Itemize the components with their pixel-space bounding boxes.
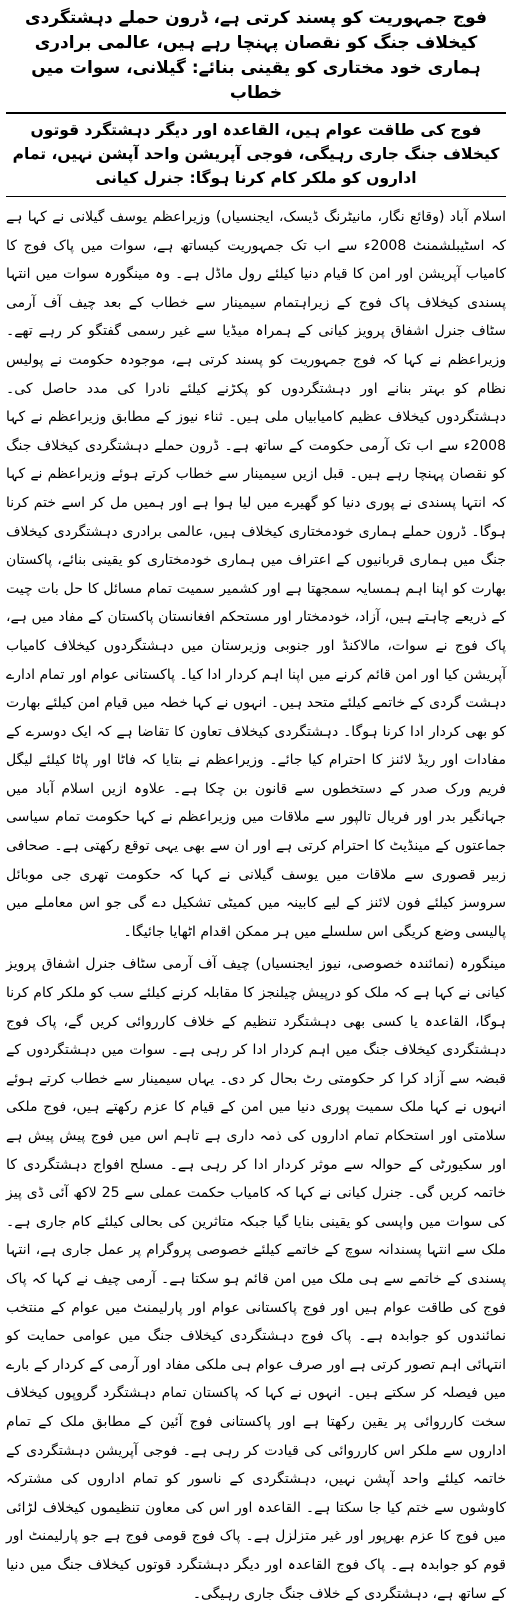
subheadline-divider: [6, 196, 506, 197]
article-body: [6, 203, 506, 1608]
article-paragraph: اسلام آباد (وقائع نگار، مانیٹرنگ ڈیسک، ایجنسیاں) وزیراعظم یوسف گیلانی نے کہا ہے کہ اسٹیبلشمنٹ 2008ء سے اب تک جمہوریت کیساتھ ہے، سوات میں پاک فوج کا کامیاب آپریشن اور امن کا قیام دنیا کیلئے رول ماڈل ہے۔ وہ مینگورہ سوات میں انتہا پسندی کیخلاف پاک فوج کے زیراہتمام سیمینار سے خطاب کے بعد چیف آف آرمی سٹاف جنرل اشفاق پرویز کیانی کے ہمراہ میڈیا سے غیر رسمی گفتگو کر رہے تھے۔ وزیراعظم نے کہا کہ فوج جمہوریت کو پسند کرتی ہے، موجودہ حکومت نے پولیس نظام کو بہتر بنانے اور دہشتگردوں کو پکڑنے کیلئے نادرا کی مدد حاصل کی۔ دہشتگردوں کیخلاف عظیم کامیابیاں ملی ہیں۔ ثناء نیوز کے مطابق وزیراعظم نے کہا 2008ء سے اب تک آرمی حکومت کے ساتھ ہے۔ ڈرون حملے دہشتگردی کیخلاف جنگ کو نقصان پہنچا رہے ہیں۔ قبل ازیں سیمینار سے خطاب کرتے ہوئے وزیراعظم نے کہا کہ انتہا پسندی نے پوری دنیا کو گھیرے میں لیا ہوا ہے اور ہمیں مل کر اسے ختم کرنا ہوگا۔ ڈرون حملے ہماری خودمختاری کیخلاف ہیں، عالمی برادری دہشتگردی کیخلاف جنگ میں ہماری قربانیوں کے اعتراف میں ہماری خودمختاری کو یقینی بنائے، پاکستان بھارت کو اپنا اہم ہمسایہ سمجھتا ہے اور کشمیر سمیت تمام مسائل کا حل بات چیت کے ذریعے چاہتے ہیں، آزاد، خودمختار اور مستحکم افغانستان پاکستان کے مفاد میں ہے، پاک فوج نے سوات، مالاکنڈ اور جنوبی وزیرستان میں دہشتگردوں کیخلاف کامیاب آپریشن کیا اور امن قائم کرنے میں اپنا اہم کردار ادا کیا۔ پاکستانی عوام اور تمام ادارے دہشت گردی کے خاتمے کیلئے متحد ہیں۔ انہوں نے کہا خطہ میں قیام امن کیلئے بھارت کو بھی کردار ادا کرنا ہوگا۔ دہشتگردی کیخلاف تعاون کا تقاضا ہے کہ ایک دوسرے کے مفادات اور ریڈ لائنز کا احترام کیا جائے۔ وزیراعظم نے بتایا کہ فاٹا اور پاٹا کیلئے لیگل فریم ورک صدر کے دستخطوں سے قانون بن چکا ہے۔ علاوہ ازیں اسلام آباد میں جہانگیر بدر اور فریال تالپور سے ملاقات میں وزیراعظم نے کہا حکومت تمام سیاسی جماعتوں کے مینڈیٹ کا احترام کرتی ہے اور ان سے بھی یہی توقع رکھتی ہے۔ صحافی زبیر قصوری سے ملاقات میں یوسف گیلانی نے کہا کہ حکومت تھری جی موبائل سروسز کیلئے فون لائنز کے لیے کابینہ میں کمیٹی تشکیل دے گی جو اس معاملے میں پالیسی وضع کریگی اس سلسلے میں ہر ممکن اقدام اٹھایا جائیگا۔: [6, 209, 506, 940]
article-paragraph: مینگورہ (نمائندہ خصوصی، نیوز ایجنسیاں) چیف آف آرمی سٹاف جنرل اشفاق پرویز کیانی نے کہا ہے کہ ملک کو درپیش چیلنجز کا مقابلہ کرنے کیلئے سب کو ملکر کام کرنا ہوگا، القاعدہ یا کسی بھی دہشتگرد تنظیم کے خلاف کارروائی کریں گے، پاک فوج دہشتگردی کیخلاف جنگ میں اہم کردار ادا کر رہی ہے۔ سوات میں دہشتگردوں کے قبضہ سے آزاد کرا کر حکومتی رٹ بحال کر دی۔ یہاں سیمینار سے خطاب کرتے ہوئے انہوں نے کہا ملک سمیت پوری دنیا میں امن کے قیام کا عزم رکھتے ہیں، فوج ملکی سلامتی اور استحکام تمام اداروں کی ذمہ داری ہے تاہم اس میں فوج پیش پیش ہے اور سکیورٹی کے حوالہ سے موثر کردار ادا کر رہی ہے۔ مسلح افواج دہشتگردی کا خاتمہ کریں گی۔ جنرل کیانی نے کہا کہ کامیاب حکمت عملی سے 25 لاکھ آئی ڈی پیز کی سوات میں واپسی کو یقینی بنایا گیا جبکہ متاثرین کی بحالی کیلئے کام جاری ہے۔ ملک سے انتہا پسندانہ سوچ کے خاتمے کیلئے خصوصی پروگرام پر عمل جاری ہے، انتہا پسندی کے خاتمے سے ہی ملک میں امن قائم ہو سکتا ہے۔ آرمی چیف نے کہا کہ پاک فوج کی طاقت عوام ہیں اور فوج پاکستانی عوام اور پارلیمنٹ میں عوام کے منتخب نمائندوں کو جوابدہ ہے۔ پاک فوج دہشتگردی کیخلاف جنگ میں عوامی حمایت کو انتہائی اہم تصور کرتی ہے اور صرف عوام ہی ملکی مفاد اور آرمی کے کردار کے بارے میں فیصلہ کر سکتے ہیں۔ انہوں نے کہا کہ پاکستان تمام دہشتگرد گروپوں کیخلاف سخت کارروائی پر یقین رکھتا ہے اور پاکستانی فوج آئین کے مطابق ملک کے تمام اداروں سے ملکر اس کارروائی کی قیادت کر رہی ہے۔ فوجی آپریشن دہشتگردی کے خاتمہ کیلئے واحد آپشن نہیں، دہشتگردی کے ناسور کو تمام اداروں کی مشترکہ کاوشوں سے ختم کیا جا سکتا ہے۔ القاعدہ اور اس کی معاون تنظیموں کیخلاف لڑائی میں فوج کا عزم بھرپور اور غیر متزلزل ہے۔ پاک فوج قومی فوج ہے جو پارلیمنٹ اور قوم کو جوابدہ ہے۔ پاک فوج القاعدہ اور دیگر دہشتگرد قوتوں کیخلاف جنگ میں دنیا کے ساتھ ہے، دہشتگردی کے خلاف جنگ جاری رہیگی۔: [6, 956, 507, 1602]
headline: فوج جمہوریت کو پسند کرتی ہے، ڈرون حملے دہشتگردی کیخلاف جنگ کو نقصان پہنچا رہے ہیں، عالمی برادری ہماری خود مختاری کو یقینی بنائے: گیلانی، سوات میں خطاب: [25, 8, 487, 103]
subheadline: فوج کی طاقت عوام ہیں، القاعدہ اور دیگر دہشتگرد قوتوں کیخلاف جنگ جاری رہیگی، فوجی آپریشن واحد آپشن نہیں، تمام اداروں کو ملکر کام کرنا ہوگا: جنرل کیانی: [12, 121, 500, 187]
headline-divider: [6, 112, 506, 114]
